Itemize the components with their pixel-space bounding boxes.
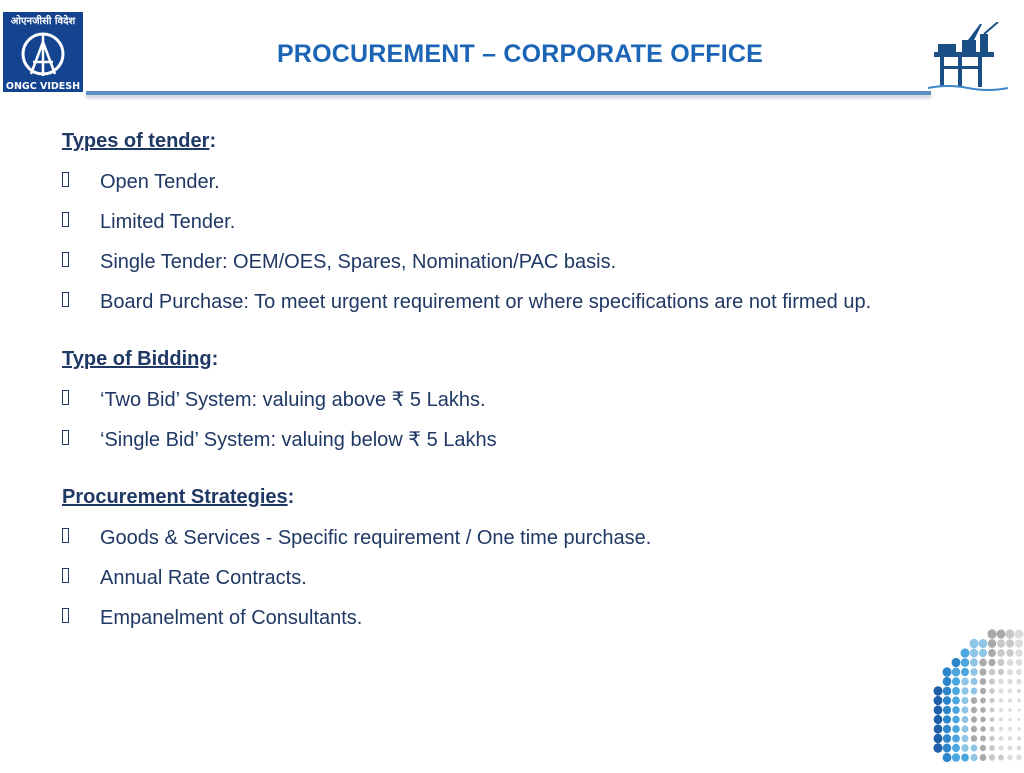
section-procurement-strategies — [62, 484, 962, 632]
content-body — [62, 128, 962, 644]
section-types-of-tender — [62, 128, 962, 316]
square-bullet-icon — [62, 252, 69, 267]
square-bullet-icon — [62, 528, 69, 543]
section-type-of-bidding — [62, 346, 962, 454]
list-item: Limited Tender. — [62, 208, 962, 236]
list-item: ‘Two Bid’ System: valuing above ₹ 5 Lakhs. — [62, 386, 962, 414]
page-title: PROCUREMENT – CORPORATE OFFICE — [180, 40, 860, 69]
section-heading: Type of Bidding: — [62, 346, 962, 372]
square-bullet-icon — [62, 172, 69, 187]
logo-hindi-text: ओएनजीसी विदेश — [11, 14, 77, 27]
list-item: ‘Single Bid’ System: valuing below ₹ 5 Lakhs — [62, 426, 962, 454]
list-item: Board Purchase: To meet urgent requirement or where specifications are not firmed up. — [62, 288, 962, 316]
square-bullet-icon — [62, 430, 69, 445]
square-bullet-icon — [62, 390, 69, 405]
list-item: Open Tender. — [62, 168, 962, 196]
ongc-videsh-logo-icon — [3, 12, 83, 92]
logo-text: ONGC VIDESH — [6, 81, 80, 92]
list-item: Empanelment of Consultants. — [62, 604, 962, 632]
offshore-rig-icon — [928, 22, 1010, 96]
square-bullet-icon — [62, 292, 69, 307]
header-divider — [86, 91, 931, 95]
list-item: Annual Rate Contracts. — [62, 564, 962, 592]
square-bullet-icon — [62, 568, 69, 583]
dotted-globe-icon — [912, 626, 1024, 768]
list-item: Goods & Services - Specific requirement / One time purchase. — [62, 524, 962, 552]
square-bullet-icon — [62, 212, 69, 227]
section-heading: Types of tender: — [62, 128, 962, 154]
square-bullet-icon — [62, 608, 69, 623]
section-heading: Procurement Strategies: — [62, 484, 962, 510]
list-item: Single Tender: OEM/OES, Spares, Nomination/PAC basis. — [62, 248, 962, 276]
